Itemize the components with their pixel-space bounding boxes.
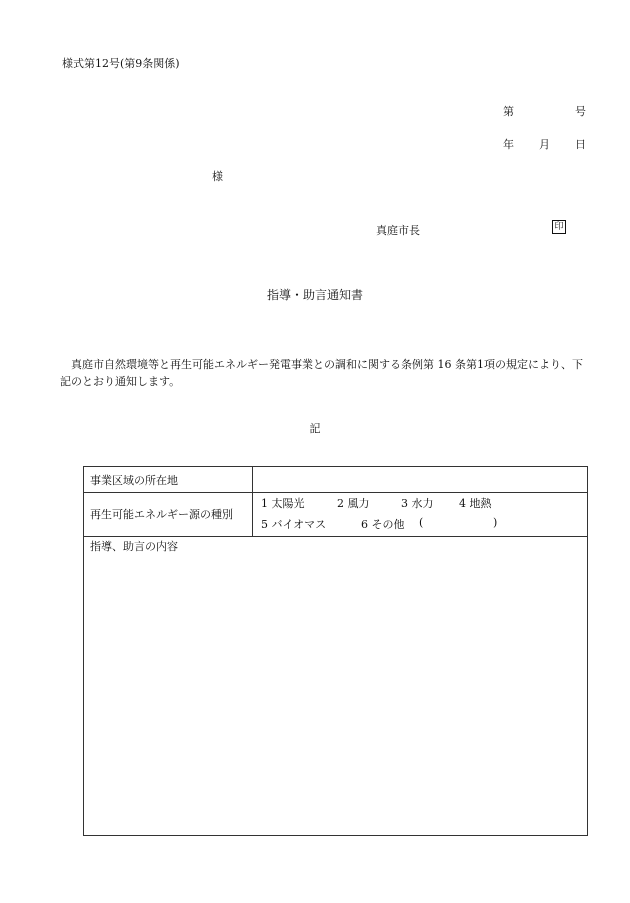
table-row-energy bbox=[84, 492, 587, 537]
energy-option-solar[interactable]: 1 太陽光 bbox=[261, 497, 305, 510]
energy-option-hydro[interactable]: 3 水力 bbox=[401, 497, 434, 510]
energy-label bbox=[84, 492, 253, 536]
notice-table bbox=[83, 466, 588, 836]
energy-label-text: 再生可能エネルギー源の種別 bbox=[90, 508, 233, 521]
document-title: 指導・助言通知書 bbox=[266, 288, 363, 302]
form-number: 様式第12号(第9条関係) bbox=[62, 57, 180, 70]
location-label-text: 事業区域の所在地 bbox=[90, 473, 178, 487]
energy-option-other[interactable]: 6 その他 bbox=[361, 518, 405, 531]
date-month-label: 月 bbox=[539, 138, 550, 151]
issue-number-suffix: 号 bbox=[575, 105, 586, 118]
date-year-label: 年 bbox=[503, 138, 514, 151]
seal-icon: 印 bbox=[552, 220, 566, 234]
energy-option-wind[interactable]: 2 風力 bbox=[337, 497, 370, 510]
other-paren-open: ( bbox=[419, 516, 424, 529]
other-paren-close: ) bbox=[493, 516, 498, 529]
energy-options bbox=[253, 492, 587, 536]
energy-option-biomass[interactable]: 5 バイオマス bbox=[261, 518, 327, 531]
date-day-label: 日 bbox=[575, 138, 586, 151]
table-row-location bbox=[84, 467, 587, 493]
content-field[interactable] bbox=[84, 555, 587, 835]
energy-option-geothermal[interactable]: 4 地熱 bbox=[459, 497, 492, 510]
content-label: 指導、助言の内容 bbox=[90, 540, 178, 553]
ki-heading: 記 bbox=[309, 422, 321, 435]
body-paragraph: 真庭市自然環境等と再生可能エネルギー発電事業との調和に関する条例第 16 条第1項の規定により、下記のとおり通知します。 bbox=[60, 358, 583, 388]
location-field[interactable] bbox=[253, 467, 587, 492]
location-label bbox=[84, 467, 253, 492]
recipient-honorific: 様 bbox=[212, 170, 223, 183]
issue-number-prefix: 第 bbox=[503, 105, 514, 118]
sender-title: 真庭市長 bbox=[376, 224, 420, 237]
